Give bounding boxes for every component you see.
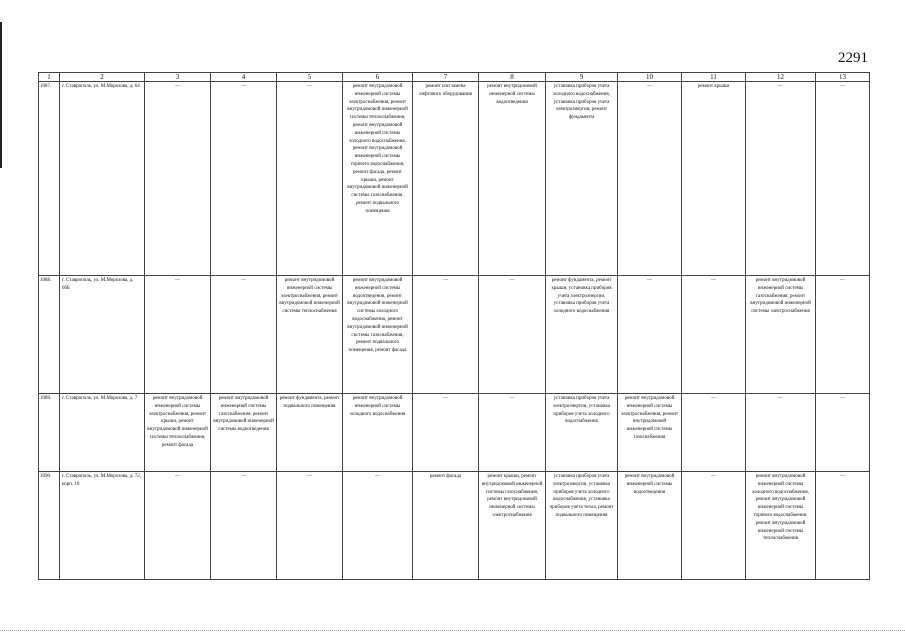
- table-cell: ремонт внутридомовой инженерной системы электроснабжения, ремонт внутридомовой инженерной системы газоснабжения: [618, 394, 682, 472]
- table-cell: —: [816, 472, 870, 580]
- table-cell: —: [746, 82, 816, 276]
- table-row: [39, 394, 870, 472]
- table-cell: —: [682, 472, 746, 580]
- table-cell: —: [682, 394, 746, 472]
- register-table: [38, 72, 870, 580]
- table-cell: —: [618, 276, 682, 394]
- table-cell: ремонт внутридомовой инженерной системы водоотведения, ремонт внутридомовой инженерной системы холодного водоснабжения, ремонт внутридомовой инженерной системы газоснабжения, ремонт подвального помещения, ремонт фасада: [343, 276, 413, 394]
- table-cell: ремонт крыши: [682, 82, 746, 276]
- column-header: 2: [60, 73, 145, 82]
- table-cell: —: [211, 276, 277, 394]
- table-cell: ремонт внутридомовой инженерной системы водоотведения: [618, 472, 682, 580]
- column-header: 5: [277, 73, 343, 82]
- address-cell: г. Ставрополь, ул. М.Морозова, д. 7: [60, 394, 145, 472]
- table-cell: ремонт внутридомовой инженерной системы газоснабжения, ремонт внутридомовой инженерной системы водоотведения: [211, 394, 277, 472]
- column-header: 3: [145, 73, 211, 82]
- table-cell: —: [277, 472, 343, 580]
- table-cell: установка приборов учета холодного водоснабжения, установка приборов учета электроэнергии, ремонт фундамента: [546, 82, 618, 276]
- table-cell: —: [746, 394, 816, 472]
- row-number: 1089.: [39, 394, 60, 472]
- table-cell: ремонт крыши, ремонт внутридомовой инженерной системы газоснабжения, ремонт внутридомовой инженерной системы электроснабжения: [479, 472, 546, 580]
- table-cell: —: [479, 394, 546, 472]
- table-cell: ремонт внутридомовой инженерной системы электроснабжения, ремонт крыши, ремонт внутридомовой инженерной системы теплоснабжения, ремонт фасада: [145, 394, 211, 472]
- scan-noise-line: [0, 630, 905, 631]
- column-header: 6: [343, 73, 413, 82]
- table-cell: установка приборов учета электроэнергии, установка приборов учета холодного водоснабжения: [546, 394, 618, 472]
- table-cell: —: [413, 276, 479, 394]
- table-cell: —: [211, 472, 277, 580]
- table-cell: —: [145, 276, 211, 394]
- column-header: 4: [211, 73, 277, 82]
- column-header: 7: [413, 73, 479, 82]
- table-cell: ремонт внутридомовой инженерной системы газоснабжения, ремонт внутридомовой инженерной системы электроснабжения: [746, 276, 816, 394]
- table-row: [39, 472, 870, 580]
- table-cell: —: [682, 276, 746, 394]
- table-cell: —: [145, 472, 211, 580]
- table-cell: —: [343, 472, 413, 580]
- table-cell: —: [145, 82, 211, 276]
- scan-margin-line: [0, 22, 2, 168]
- row-number: 1087.: [39, 82, 60, 276]
- table-cell: ремонт внутридомовой инженерной системы электроснабжения, ремонт внутридомовой инженерной системы теплоснабжения, ремонт внутридомовой инженерной системы холодного водоснабжения, ремонт внутридомовой инженерной системы горячего водоснабжения, ремонт фасада, ремонт крыши, ремонт внутридомовой инженерной системы газоснабжения, ремонт подвального помещения: [343, 82, 413, 276]
- column-header: 9: [546, 73, 618, 82]
- column-header: 13: [816, 73, 870, 82]
- table-cell: ремонт внутридомовой инженерной системы холодного водоснабжения: [343, 394, 413, 472]
- address-cell: г. Ставрополь, ул. М.Морозова, д. 64: [60, 82, 145, 276]
- address-cell: г. Ставрополь, ул. М.Морозова, д. 72, корп. 10: [60, 472, 145, 580]
- table-cell: —: [816, 82, 870, 276]
- page-number: 2291: [838, 50, 868, 66]
- table-cell: —: [816, 394, 870, 472]
- column-number-row: [39, 73, 870, 82]
- table-cell: —: [479, 276, 546, 394]
- table-cell: ремонт или замена лифтового оборудования: [413, 82, 479, 276]
- column-header: 1: [39, 73, 60, 82]
- table-cell: ремонт внутридомовой инженерной системы водоотведения: [479, 82, 546, 276]
- table-cell: —: [816, 276, 870, 394]
- column-header: 12: [746, 73, 816, 82]
- row-number: 1088.: [39, 276, 60, 394]
- table-row: [39, 82, 870, 276]
- table-cell: установка приборов учета электроэнергии, установка приборов учета холодного водоснабжения, установка приборов учета тепла, ремонт подвального помещения: [546, 472, 618, 580]
- column-header: 10: [618, 73, 682, 82]
- column-header: 8: [479, 73, 546, 82]
- address-cell: г. Ставрополь, ул. М.Морозова, д. 66Б: [60, 276, 145, 394]
- table-cell: ремонт внутридомовой инженерной системы электроснабжения, ремонт внутридомовой инженерной системы теплоснабжения: [277, 276, 343, 394]
- table-cell: ремонт внутридомовой инженерной системы холодного водоснабжения, ремонт внутридомовой инженерной системы горячего водоснабжения, ремонт внутридомовой инженерной системы теплоснабжения: [746, 472, 816, 580]
- table-cell: —: [413, 394, 479, 472]
- table-cell: —: [277, 82, 343, 276]
- table-cell: —: [618, 82, 682, 276]
- table-row: [39, 276, 870, 394]
- table-cell: —: [211, 82, 277, 276]
- table-cell: ремонт фасада: [413, 472, 479, 580]
- column-header: 11: [682, 73, 746, 82]
- row-number: 1090.: [39, 472, 60, 580]
- table-cell: ремонт фундамента, ремонт подвального помещения: [277, 394, 343, 472]
- table-cell: ремонт фундамента, ремонт крыши, установка приборов учета электроэнергии, установка приборов учета холодного водоснабжения: [546, 276, 618, 394]
